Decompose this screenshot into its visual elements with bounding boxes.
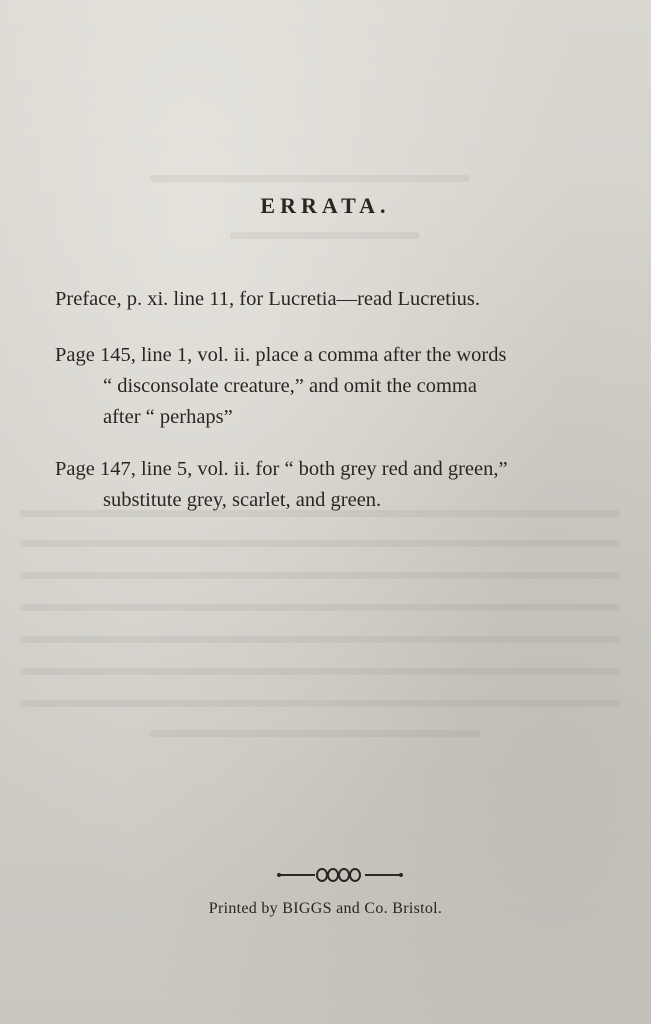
erratum-line: Page 147, line 5, vol. ii. for “ both grey red and green,”	[55, 458, 508, 480]
erratum-entry-page-147	[55, 454, 610, 516]
erratum-entry-preface	[55, 284, 610, 315]
printer-imprint: Printed by BIGGS and Co. Bristol.	[208, 900, 443, 917]
errata-heading: ERRATA.	[260, 193, 391, 218]
erratum-line: Page 145, line 1, vol. ii. place a comma after the words	[55, 344, 507, 366]
erratum-entry-page-145	[55, 340, 610, 433]
erratum-line: Preface, p. xi. line 11, for Lucretia—read Lucretius.	[55, 288, 481, 310]
erratum-line: after “ perhaps”	[103, 406, 233, 428]
erratum-line: “ disconsolate creature,” and omit the comma	[103, 375, 477, 397]
printers-ornament-icon	[275, 866, 405, 884]
erratum-line: substitute grey, scarlet, and green.	[103, 489, 382, 511]
